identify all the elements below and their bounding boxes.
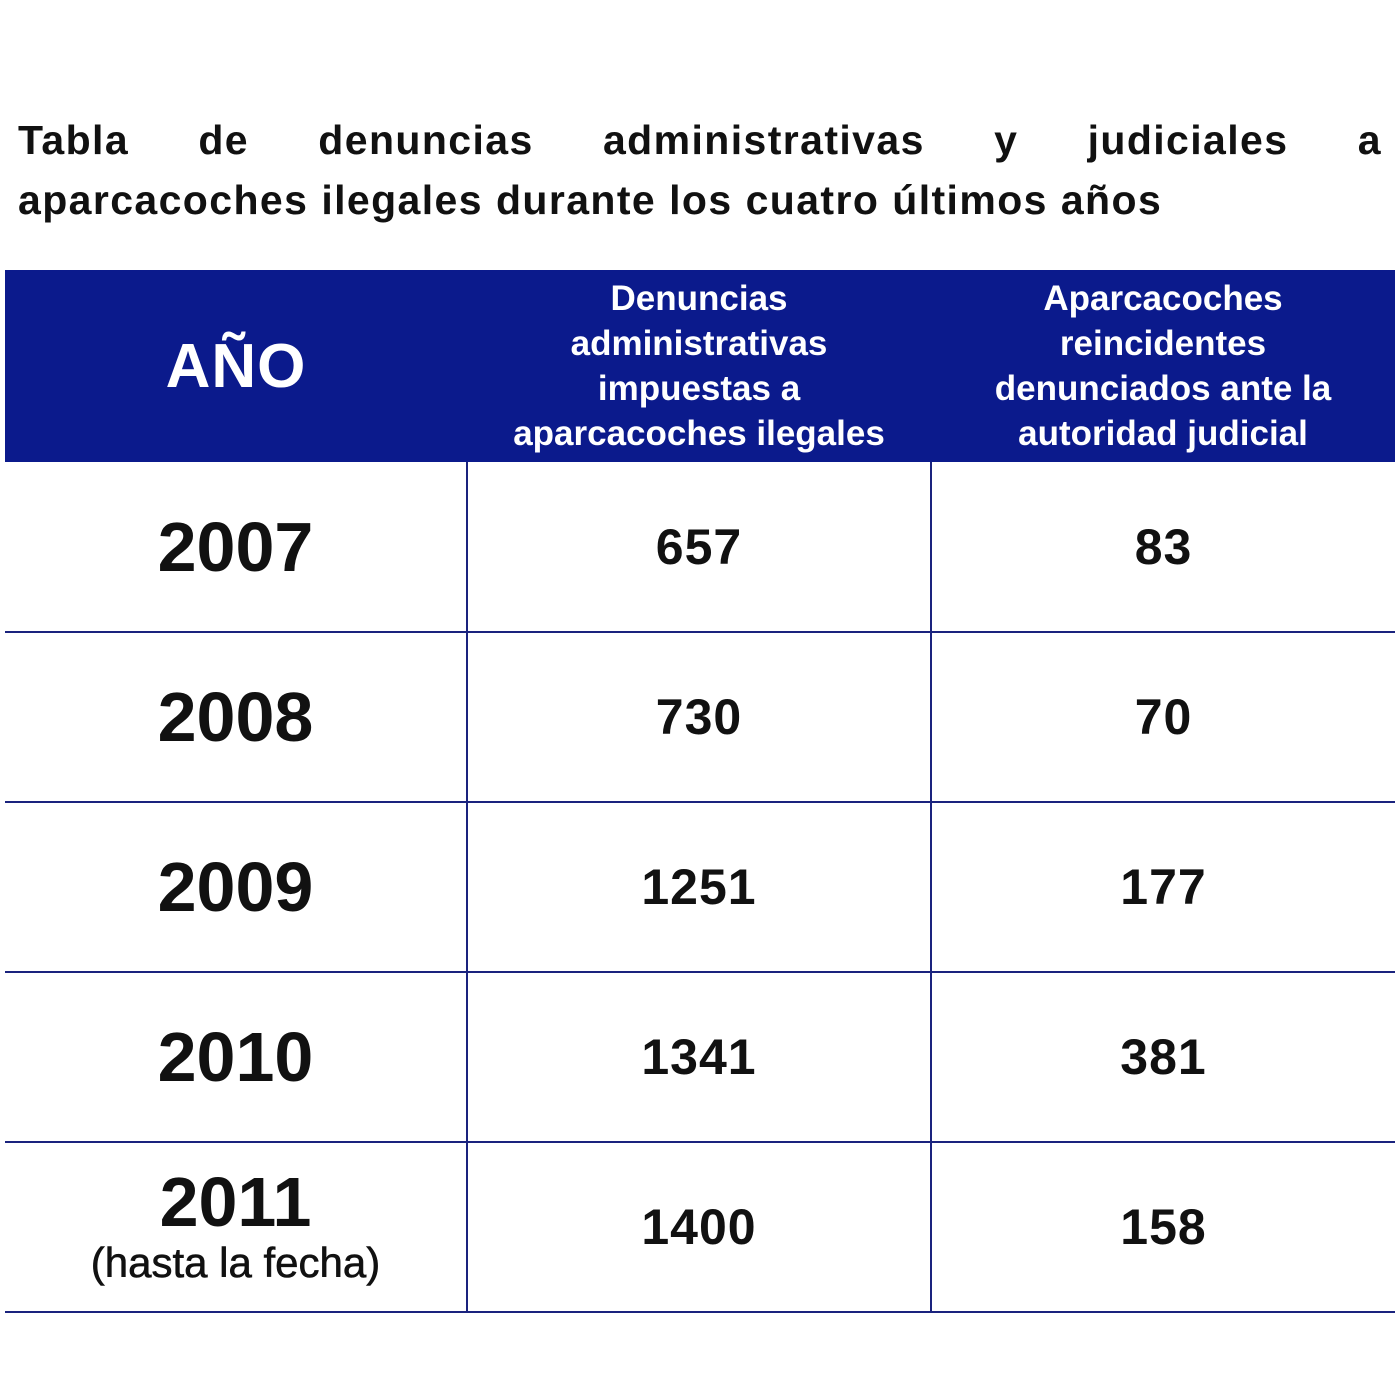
title-word: administrativas bbox=[602, 117, 925, 163]
header-line: administrativas bbox=[570, 324, 828, 363]
judicial-value-cell: 381 bbox=[931, 972, 1395, 1142]
title-word: judiciales bbox=[1087, 117, 1289, 163]
admin-value-cell: 730 bbox=[467, 632, 931, 802]
title-word: de bbox=[198, 117, 249, 163]
year-value: 2008 bbox=[157, 678, 314, 756]
judicial-value-cell: 83 bbox=[931, 462, 1395, 632]
title-word: a bbox=[1357, 117, 1382, 163]
title-line-2 bbox=[18, 170, 1382, 230]
header-line: denunciados ante la bbox=[994, 369, 1332, 408]
title-line-1 bbox=[18, 110, 1382, 170]
table-row bbox=[5, 632, 1395, 802]
year-note: (hasta la fecha) bbox=[90, 1239, 381, 1286]
table-header bbox=[5, 270, 1395, 462]
header-judicial-reoffenders bbox=[931, 270, 1395, 462]
header-year: AÑO bbox=[165, 331, 307, 401]
year-value: 2007 bbox=[157, 507, 314, 586]
table-body bbox=[5, 462, 1395, 1312]
header-line: reincidentes bbox=[1059, 324, 1267, 363]
admin-value-cell: 657 bbox=[467, 462, 931, 632]
year-cell bbox=[5, 632, 467, 802]
header-line: autoridad judicial bbox=[1018, 414, 1308, 453]
year-value: 2010 bbox=[157, 1018, 314, 1096]
title-word: últimos bbox=[892, 177, 1048, 223]
header-administrative-complaints bbox=[467, 270, 931, 462]
header-row bbox=[5, 270, 1395, 462]
title-word: cuatro bbox=[745, 177, 880, 223]
header-line: Denuncias bbox=[610, 279, 788, 318]
year-cell bbox=[5, 802, 467, 972]
admin-value-cell: 1400 bbox=[467, 1142, 931, 1312]
year-cell bbox=[5, 972, 467, 1142]
title-word: aparcacoches bbox=[18, 177, 309, 223]
admin-value-cell: 1341 bbox=[467, 972, 931, 1142]
year-value: 2011 bbox=[159, 1163, 312, 1241]
year-cell bbox=[5, 1142, 467, 1312]
title-word: ilegales bbox=[321, 177, 483, 223]
title-word: y bbox=[994, 117, 1019, 163]
title-word: los bbox=[669, 177, 733, 223]
year-value: 2009 bbox=[157, 848, 314, 926]
header-line: Aparcacoches bbox=[1043, 279, 1283, 318]
judicial-value-cell: 158 bbox=[931, 1142, 1395, 1312]
title-word: años bbox=[1060, 177, 1163, 223]
title-word: durante bbox=[495, 177, 657, 223]
header-line: aparcacoches ilegales bbox=[513, 414, 885, 453]
admin-value-cell: 1251 bbox=[467, 802, 931, 972]
table-row bbox=[5, 1142, 1395, 1312]
table-title bbox=[18, 110, 1382, 230]
title-word: Tabla bbox=[18, 117, 130, 163]
year-cell bbox=[5, 462, 467, 632]
table-row bbox=[5, 972, 1395, 1142]
header-line: impuestas a bbox=[597, 369, 801, 408]
table-row bbox=[5, 802, 1395, 972]
title-word: denuncias bbox=[318, 117, 534, 163]
judicial-value-cell: 70 bbox=[931, 632, 1395, 802]
judicial-value-cell: 177 bbox=[931, 802, 1395, 972]
table-row bbox=[5, 462, 1395, 632]
complaints-table bbox=[5, 270, 1395, 1313]
